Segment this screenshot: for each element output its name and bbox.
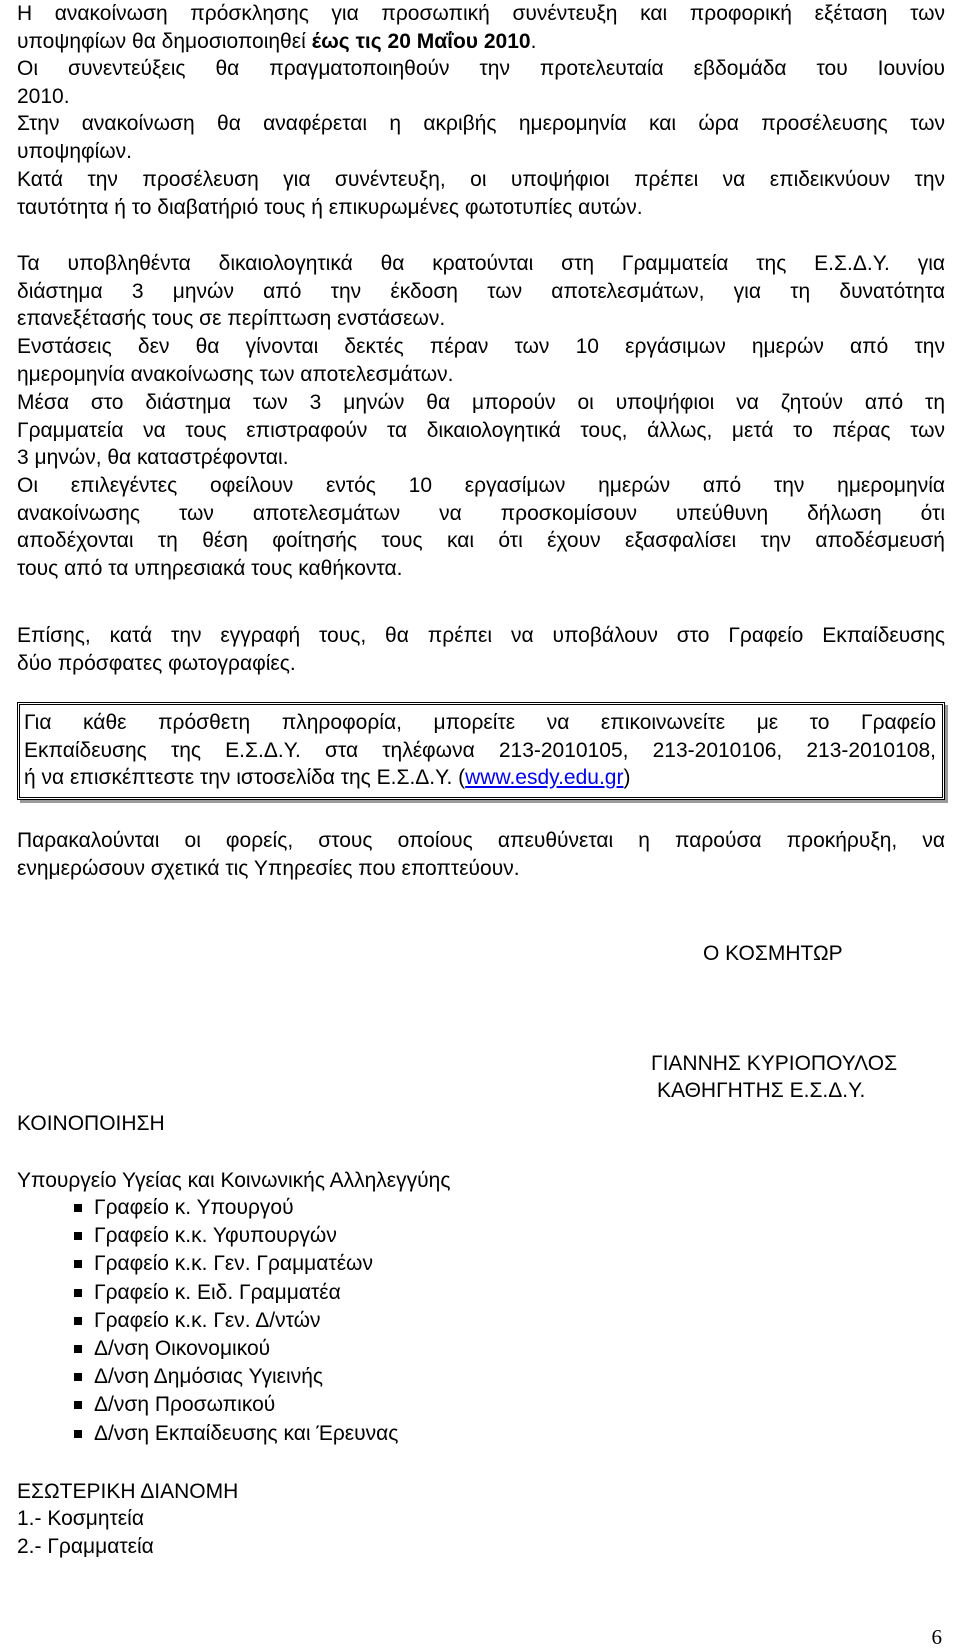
text-span: ή να επισκέπτεστε την ιστοσελίδα της Ε.Σ.Δ.Υ. ( bbox=[24, 766, 466, 789]
list-item bbox=[57, 1307, 398, 1335]
bullet-square-icon bbox=[74, 1401, 82, 1409]
bullet-square-icon bbox=[74, 1289, 82, 1297]
list-item-label: Γραφείο κ. Ειδ. Γραμματέα bbox=[94, 1280, 341, 1304]
paragraph-photographs bbox=[17, 622, 945, 677]
text-line: Οι συνεντεύξεις θα πραγματοποιηθούν την προτελευταία εβδομάδα του Ιουνίου bbox=[17, 57, 945, 80]
text-line: Τα υποβληθέντα δικαιολογητικά θα κρατούνται στη Γραμματεία της Ε.Σ.Δ.Υ. για bbox=[17, 252, 945, 275]
list-item bbox=[57, 1363, 398, 1391]
list-item-label: Γραφείο κ.κ. Γεν. Δ/ντών bbox=[94, 1308, 321, 1332]
text-line: Κατά την προσέλευση για συνέντευξη, οι υποψήφιοι πρέπει να επιδεικνύουν την bbox=[17, 168, 945, 191]
text-line: Ενστάσεις δεν θα γίνονται δεκτές πέραν των 10 εργάσιμων ημερών από την bbox=[17, 335, 945, 358]
text-span: . bbox=[530, 29, 537, 53]
text-line: αποδέχονται τη θέση φοίτησής τους και ότι έχουν εξασφαλίσει την αποδέσμευσή bbox=[17, 529, 945, 552]
internal-item: 1.- Κοσμητεία bbox=[17, 1507, 144, 1530]
distribution-list bbox=[57, 1194, 398, 1448]
signature-title: Ο ΚΟΣΜΗΤΩΡ bbox=[703, 942, 843, 965]
contact-info-box bbox=[17, 702, 945, 800]
text-line: ενημερώσουν σχετικά τις Υπηρεσίες που εποπτεύουν. bbox=[17, 856, 520, 880]
list-item bbox=[57, 1250, 398, 1278]
text-line: Παρακαλούνται οι φορείς, στους οποίους απευθύνεται η παρούσα προκήρυξη, να bbox=[17, 829, 945, 852]
list-item-label: Γραφείο κ. Υπουργού bbox=[94, 1196, 294, 1219]
text-line bbox=[17, 28, 945, 56]
text-line: Η ανακοίνωση πρόσκλησης για προσωπική συνέντευξη και προφορική εξέταση των bbox=[17, 2, 945, 25]
bold-deadline: έως τις 20 Μαΐου 2010 bbox=[311, 29, 531, 53]
text-line: Μέσα στο διάστημα των 3 μηνών θα μπορούν οι υποψήφιοι να ζητούν από τη bbox=[17, 391, 945, 414]
internal-item: 2.- Γραμματεία bbox=[17, 1535, 154, 1558]
website-link[interactable]: www.esdy.edu.gr bbox=[465, 766, 624, 789]
ministry-name: Υπουργείο Υγείας και Κοινωνικής Αλληλεγγύης bbox=[17, 1169, 451, 1192]
list-item-label: Γραφείο κ.κ. Γεν. Γραμματέων bbox=[94, 1252, 373, 1276]
text-line: Οι επιλεγέντες οφείλουν εντός 10 εργασίμων ημερών από την ημερομηνία bbox=[17, 474, 945, 497]
signatory-position: ΚΑΘΗΓΗΤΗΣ Ε.Σ.Δ.Υ. bbox=[657, 1079, 866, 1102]
text-line: Επίσης, κατά την εγγραφή τους, θα πρέπει να υποβάλουν στο Γραφείο Εκπαίδευσης bbox=[17, 624, 945, 647]
list-item bbox=[57, 1194, 398, 1222]
list-item-label: Δ/νση Οικονομικού bbox=[94, 1336, 271, 1360]
text-span: ) bbox=[623, 766, 631, 789]
internal-distribution-heading: ΕΣΩΤΕΡΙΚΗ ΔΙΑΝΟΜΗ bbox=[17, 1480, 239, 1503]
bullet-square-icon bbox=[74, 1232, 82, 1240]
paragraph-selected-obligations bbox=[17, 472, 945, 582]
list-item-label: Γραφείο κ.κ. Υφυπουργών bbox=[94, 1224, 337, 1248]
list-item bbox=[57, 1222, 398, 1250]
list-item bbox=[57, 1279, 398, 1307]
bullet-square-icon bbox=[74, 1345, 82, 1353]
text-line bbox=[24, 764, 936, 791]
text-line: 3 μηνών, θα καταστρέφονται. bbox=[17, 446, 289, 469]
list-item bbox=[57, 1391, 398, 1419]
paragraph-announcement-details bbox=[17, 110, 945, 165]
text-line: Στην ανακοίνωση θα αναφέρεται η ακριβής ημερομηνία και ώρα προσέλευσης των bbox=[17, 112, 945, 135]
text-line: επανεξέτασής τους σε περίπτωση ενστάσεων. bbox=[17, 307, 446, 330]
text-line: Γραμματεία να τους επιστραφούν τα δικαιολογητικά τους, άλλως, μετά το πέρας των bbox=[17, 418, 945, 442]
signatory-name: ΓΙΑΝΝΗΣ ΚΥΡΙΟΠΟΥΛΟΣ bbox=[651, 1052, 898, 1075]
text-line: Εκπαίδευσης της Ε.Σ.Δ.Υ. στα τηλέφωνα 213-2010105, 213-2010106, 213-2010108, bbox=[24, 738, 936, 762]
text-span: υποψηφίων θα δημοσιοποιηθεί bbox=[17, 29, 312, 53]
text-line: ταυτότητα ή το διαβατήριό τους ή επικυρωμένες φωτοτυπίες αυτών. bbox=[17, 195, 643, 219]
list-item bbox=[57, 1420, 398, 1448]
distribution-heading: ΚΟΙΝΟΠΟΙΗΣΗ bbox=[17, 1112, 165, 1135]
paragraph-interview-announcement bbox=[17, 0, 945, 55]
paragraph-objections bbox=[17, 333, 945, 388]
bullet-square-icon bbox=[74, 1317, 82, 1325]
bullet-square-icon bbox=[74, 1260, 82, 1268]
bullet-square-icon bbox=[74, 1430, 82, 1438]
paragraph-identification bbox=[17, 166, 945, 221]
text-line: υποψηφίων. bbox=[17, 139, 133, 163]
list-item bbox=[57, 1335, 398, 1363]
text-line: ανακοίνωσης των αποτελεσμάτων να προσκομίσουν υπεύθυνη δήλωση ότι bbox=[17, 501, 945, 525]
bullet-square-icon bbox=[74, 1204, 82, 1212]
text-line: διάστημα 3 μηνών από την έκδοση των αποτελεσμάτων, για τη δυνατότητα bbox=[17, 279, 945, 303]
paragraph-request bbox=[17, 827, 945, 882]
list-item-label: Δ/νση Προσωπικού bbox=[94, 1393, 276, 1417]
text-line: τους από τα υπηρεσιακά τους καθήκοντα. bbox=[17, 556, 403, 580]
list-item-label: Δ/νση Δημόσιας Υγιεινής bbox=[94, 1365, 324, 1389]
text-line: δύο πρόσφατες φωτογραφίες. bbox=[17, 651, 296, 675]
paragraph-documents-return bbox=[17, 389, 945, 472]
paragraph-interview-dates bbox=[17, 55, 945, 110]
page-number: 6 bbox=[931, 1625, 942, 1649]
text-line: 2010. bbox=[17, 84, 70, 108]
text-line: Για κάθε πρόσθετη πληροφορία, μπορείτε να επικοινωνείτε με το Γραφείο bbox=[24, 711, 936, 734]
paragraph-documents-retention bbox=[17, 250, 945, 333]
bullet-square-icon bbox=[74, 1373, 82, 1381]
text-line: ημερομηνία ανακοίνωσης των αποτελεσμάτων. bbox=[17, 362, 454, 386]
list-item-label: Δ/νση Εκπαίδευσης και Έρευνας bbox=[94, 1421, 399, 1445]
